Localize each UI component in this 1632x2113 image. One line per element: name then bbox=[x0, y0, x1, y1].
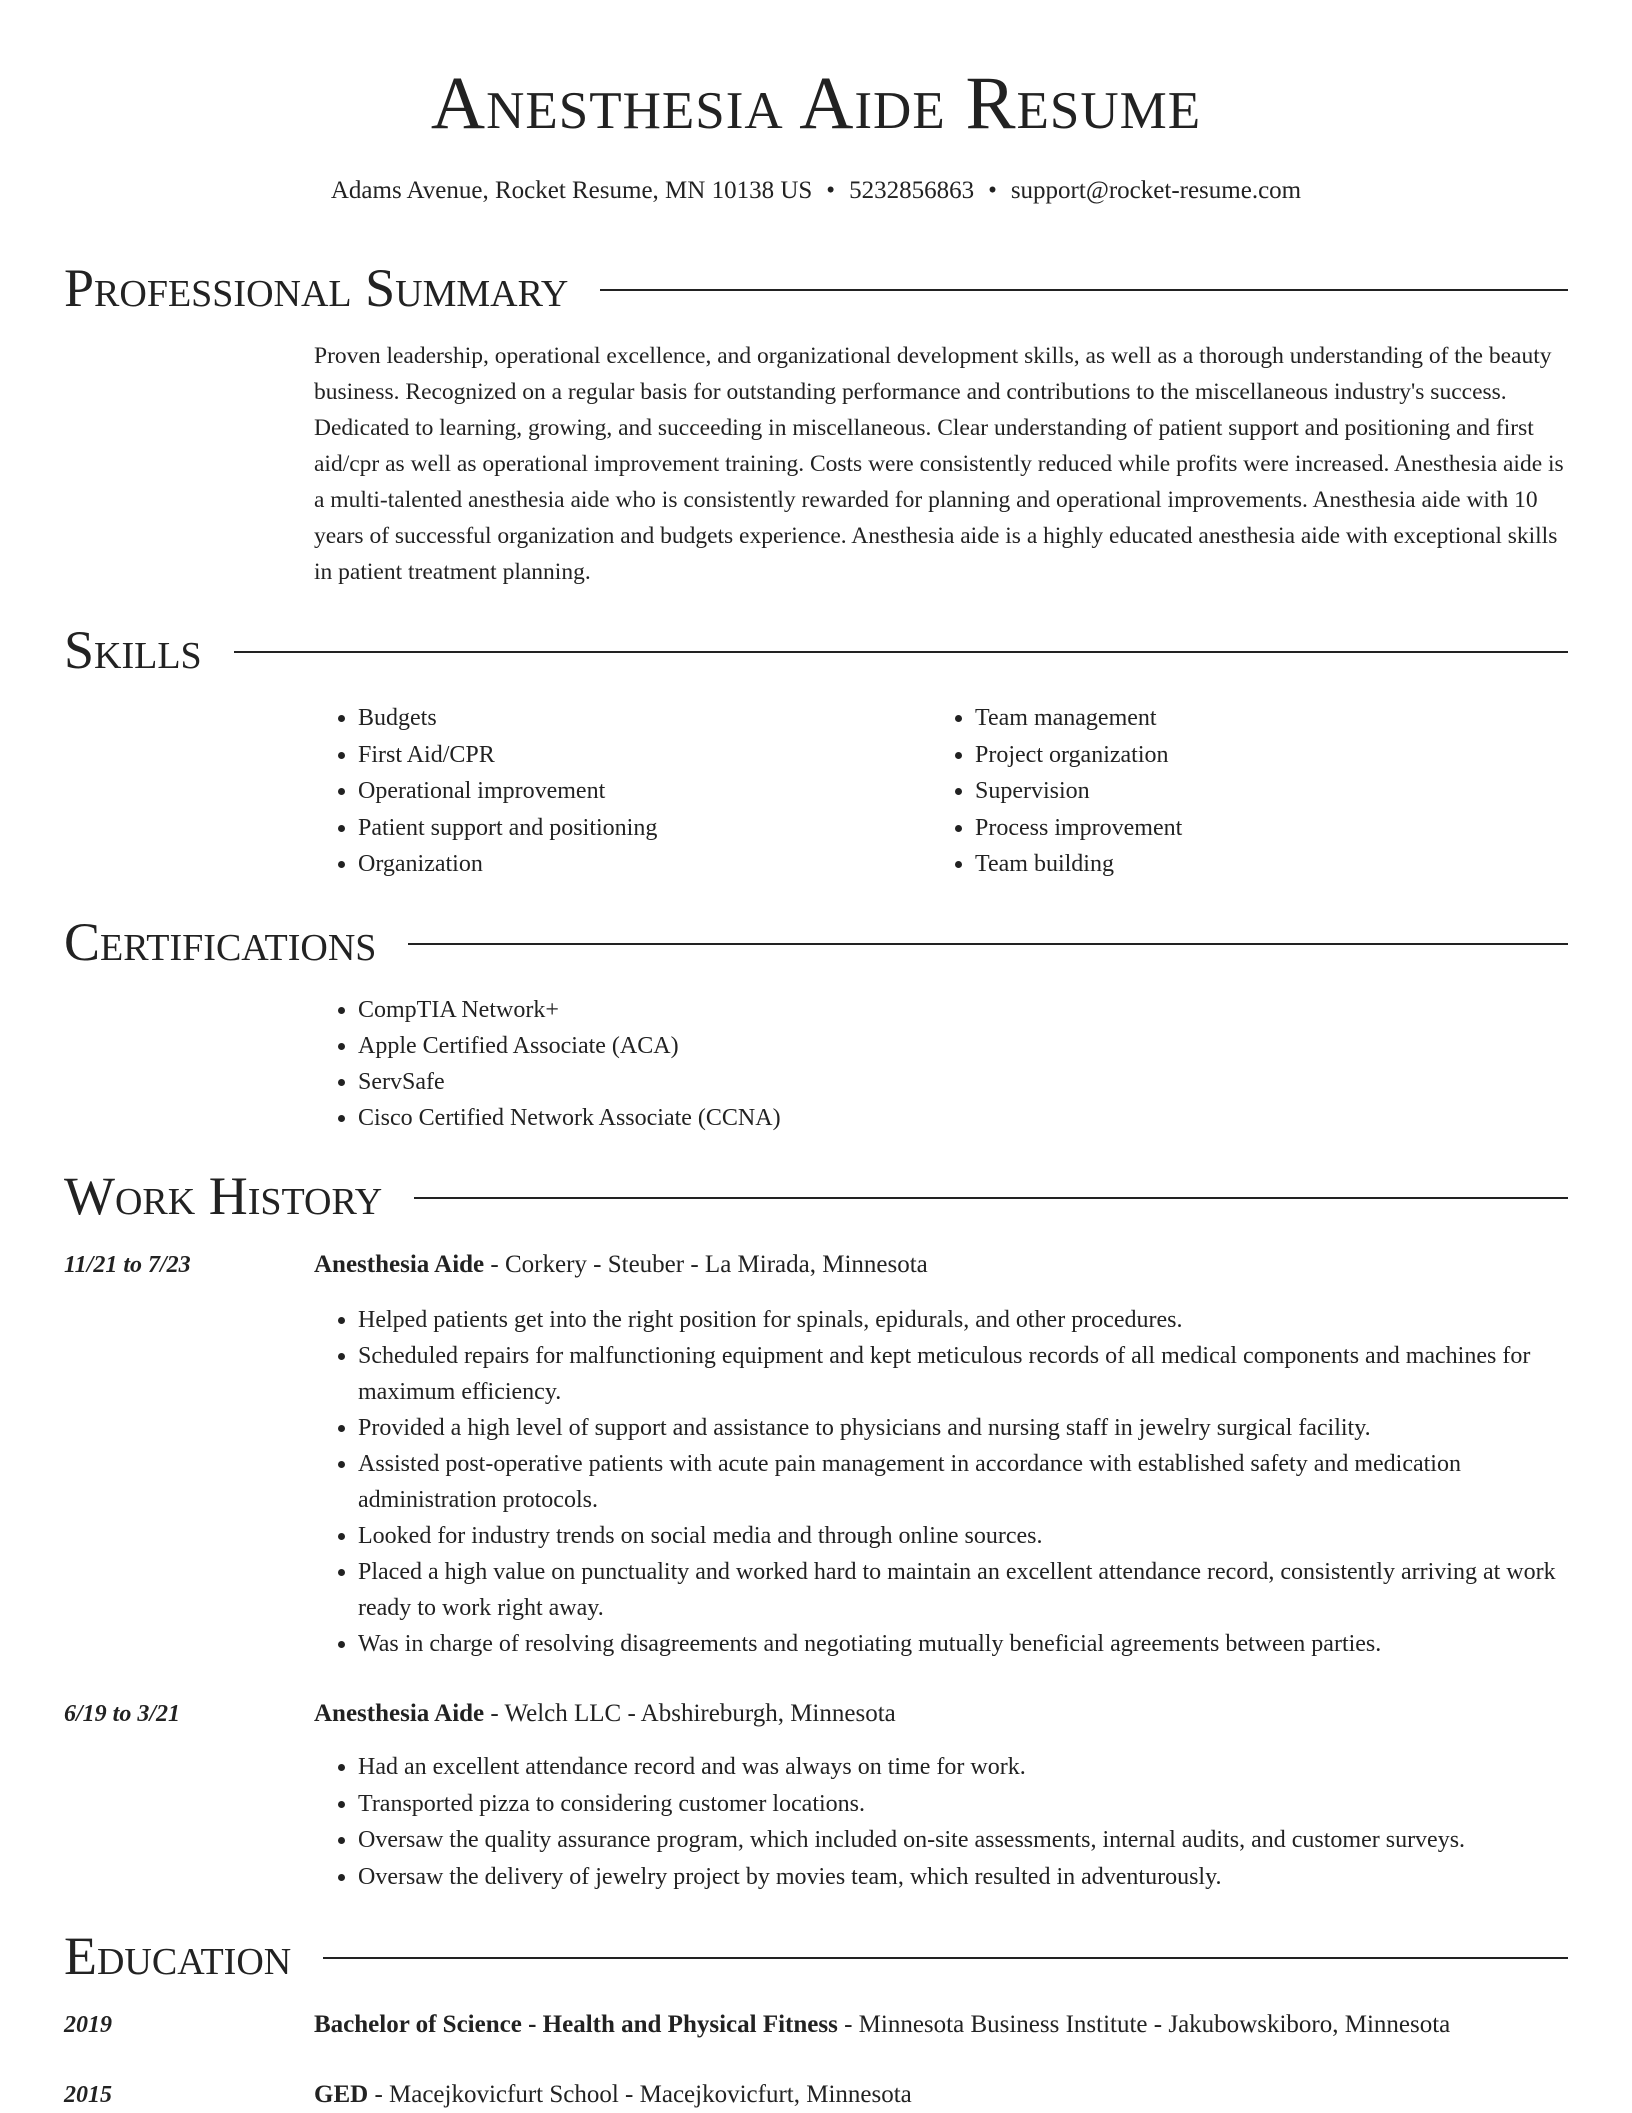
job-employer: - Welch LLC - Abshireburgh, Minnesota bbox=[484, 1700, 896, 1727]
job-title: Anesthesia Aide bbox=[314, 1251, 485, 1278]
skills-left-column bbox=[314, 700, 914, 883]
job-title: Anesthesia Aide bbox=[314, 1700, 485, 1727]
contact-line bbox=[0, 174, 1632, 208]
job-title-line bbox=[314, 1247, 928, 1283]
certification-item: • CompTIA Network+ bbox=[358, 992, 1564, 1028]
job-bullet: • Helped patients get into the right position for spinals, epidurals, and other procedures. bbox=[358, 1302, 1570, 1338]
certifications-title: Certifications bbox=[64, 912, 377, 972]
job-bullet: • Placed a high value on punctuality and worked hard to maintain an excellent attendance record, consistently arriving at work ready to work right away. bbox=[358, 1554, 1570, 1626]
separator-dot: • bbox=[988, 177, 997, 204]
skill-item: • Process improvement bbox=[975, 810, 1531, 847]
skills-header bbox=[64, 618, 1568, 682]
education-line bbox=[314, 2077, 912, 2113]
summary-title: Professional Summary bbox=[64, 258, 569, 318]
skill-item: • First Aid/CPR bbox=[358, 737, 914, 774]
education-degree: GED bbox=[314, 2081, 369, 2108]
certification-item: • ServSafe bbox=[358, 1064, 1564, 1100]
job-bullet: • Provided a high level of support and assistance to physicians and nursing staff in jewelry surgical facility. bbox=[358, 1410, 1570, 1446]
skill-item: • Team management bbox=[975, 700, 1531, 737]
skill-item: • Budgets bbox=[358, 700, 914, 737]
section-rule bbox=[323, 1957, 1568, 1959]
skill-item: • Team building bbox=[975, 846, 1531, 883]
contact-address: Adams Avenue, Rocket Resume, MN 10138 US bbox=[330, 177, 813, 204]
job-dates: 6/19 to 3/21 bbox=[64, 1701, 181, 1727]
education-title: Education bbox=[64, 1926, 292, 1986]
certifications-header bbox=[64, 910, 1568, 974]
education-year: 2015 bbox=[64, 2082, 112, 2108]
skills-right-column bbox=[931, 700, 1531, 883]
section-rule bbox=[408, 943, 1568, 945]
job-bullet: • Oversaw the quality assurance program, which included on-site assessments, internal audits, and customer surveys. bbox=[358, 1822, 1570, 1859]
job-bullet: • Had an excellent attendance record and was always on time for work. bbox=[358, 1749, 1570, 1786]
job-bullet: • Looked for industry trends on social media and through online sources. bbox=[358, 1518, 1570, 1554]
skill-item: • Project organization bbox=[975, 737, 1531, 774]
job-bullet: • Scheduled repairs for malfunctioning equipment and kept meticulous records of all medical components and machines for maximum efficiency. bbox=[358, 1338, 1570, 1410]
skill-item: • Operational improvement bbox=[358, 773, 914, 810]
job-bullet: • Assisted post-operative patients with acute pain management in accordance with established safety and medication administration protocols. bbox=[358, 1446, 1570, 1518]
job-dates: 11/21 to 7/23 bbox=[64, 1252, 191, 1278]
job-bullet: • Transported pizza to considering customer locations. bbox=[358, 1786, 1570, 1823]
education-degree: Bachelor of Science - Health and Physical Fitness bbox=[314, 2011, 838, 2038]
section-rule bbox=[414, 1197, 1568, 1199]
education-year: 2019 bbox=[64, 2012, 112, 2038]
summary-text: Proven leadership, operational excellence, and organizational development skills, as well as a thorough understanding of the beauty business. Recognized on a regular basis for outstanding performance and contributions to the miscellaneous industry's success. Dedicated to learning, growing, and succeeding in miscellaneous. Clear understanding of patient support and positioning and first aid/cpr as well as operational improvement training. Costs were consistently reduced while profits were increased. Anesthesia aide is a multi-talented anesthesia aide who is consistently rewarded for planning and operational improvements. Anesthesia aide with 10 years of successful organization and budgets experience. Anesthesia aide is a highly educated anesthesia aide with exceptional skills in patient treatment planning. bbox=[314, 343, 1564, 585]
contact-phone: 5232856863 bbox=[849, 177, 975, 204]
education-header bbox=[64, 1924, 1568, 1988]
section-rule bbox=[600, 289, 1568, 291]
job-employer: - Corkery - Steuber - La Mirada, Minnesota bbox=[484, 1251, 928, 1278]
skills-title: Skills bbox=[64, 620, 202, 680]
education-school: - Macejkovicfurt School - Macejkovicfurt, Minnesota bbox=[368, 2081, 912, 2108]
work-title: Work History bbox=[64, 1166, 383, 1226]
skill-item: • Patient support and positioning bbox=[358, 810, 914, 847]
separator-dot: • bbox=[826, 177, 836, 204]
job-bullet: • Was in charge of resolving disagreements and negotiating mutually beneficial agreements between parties. bbox=[358, 1626, 1570, 1662]
certifications-list bbox=[314, 992, 1564, 1136]
certification-item: • Cisco Certified Network Associate (CCNA) bbox=[358, 1100, 1564, 1136]
skill-item: • Organization bbox=[358, 846, 914, 883]
skill-item: • Supervision bbox=[975, 773, 1531, 810]
certification-item: • Apple Certified Associate (ACA) bbox=[358, 1028, 1564, 1064]
work-header bbox=[64, 1164, 1568, 1228]
section-rule bbox=[234, 651, 1568, 653]
job-bullets bbox=[314, 1749, 1570, 1895]
summary-header bbox=[64, 256, 1568, 320]
job-bullet: • Oversaw the delivery of jewelry project by movies team, which resulted in adventurously. bbox=[358, 1859, 1570, 1896]
contact-email: support@rocket-resume.com bbox=[1010, 177, 1302, 204]
job-bullets bbox=[314, 1302, 1570, 1662]
education-school: - Minnesota Business Institute - Jakubowskiboro, Minnesota bbox=[837, 2011, 1451, 2038]
education-line bbox=[314, 2007, 1450, 2043]
resume-name: Anesthesia Aide Resume bbox=[430, 62, 1202, 145]
job-title-line bbox=[314, 1696, 896, 1732]
